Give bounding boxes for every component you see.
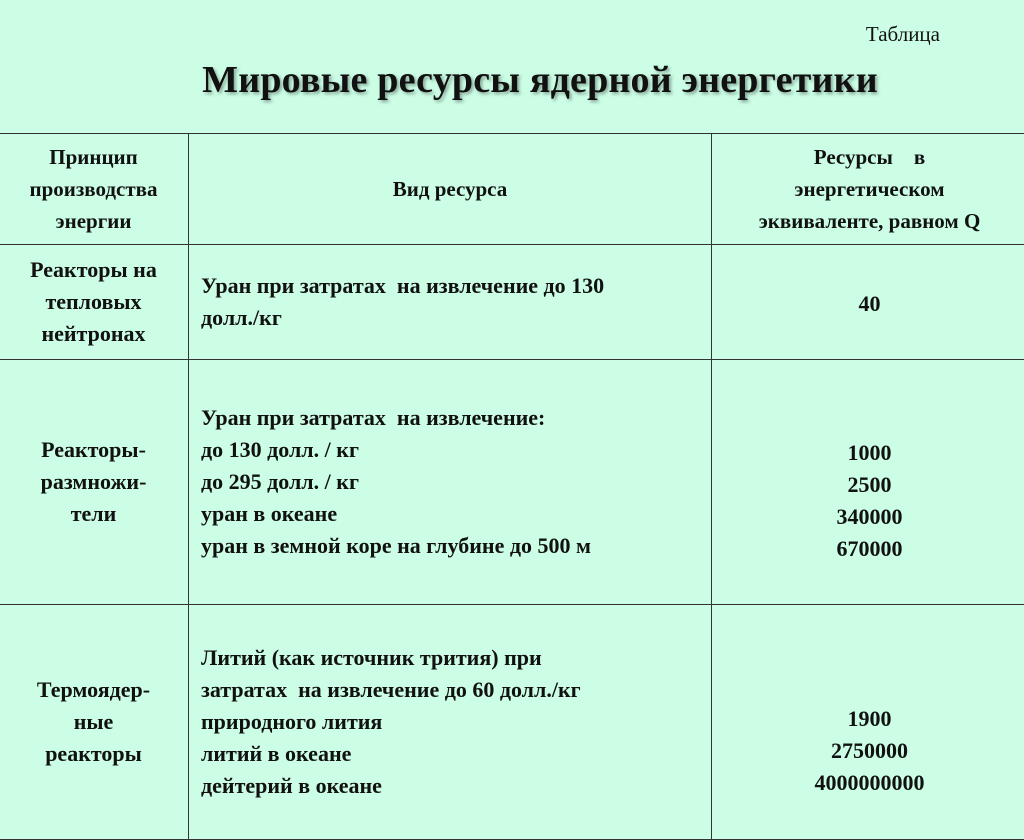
resource-line: Уран при затратах на извлечение до 130: [201, 270, 711, 302]
resource-cell: [189, 605, 712, 840]
resources-table: [0, 133, 1024, 840]
value-line: 2500: [712, 469, 1024, 501]
header-principle-line: энергии: [0, 205, 188, 237]
principle-cell: [0, 360, 189, 605]
table-row: [0, 360, 1024, 605]
principle-line: тели: [0, 498, 188, 530]
principle-line: реакторы: [0, 738, 188, 770]
resource-line: Уран при затратах на извлечение:: [201, 402, 711, 434]
principle-cell: [0, 605, 189, 840]
header-principle-line: производства: [0, 173, 188, 205]
resource-line: Литий (как источник трития) при: [201, 642, 711, 674]
value-cell: [712, 360, 1024, 605]
header-resource-type: [189, 134, 712, 245]
resource-line: долл./кг: [201, 302, 711, 334]
value-line: 2750000: [712, 735, 1024, 767]
resource-line: уран в земной коре на глубине до 500 м: [201, 530, 711, 562]
value-line: 1900: [712, 703, 1024, 735]
value-line: 1000: [712, 437, 1024, 469]
principle-line: Реакторы на: [0, 254, 188, 286]
header-resources-line: эквиваленте, равном Q: [712, 205, 1024, 237]
header-resources-line: энергетическом: [712, 173, 1024, 205]
value-cell: [712, 605, 1024, 840]
table-caption: Таблица: [866, 22, 940, 47]
value-line: 40: [712, 288, 1024, 320]
header-resources-line: Ресурсы в: [712, 141, 1024, 173]
resource-line: дейтерий в океане: [201, 770, 711, 802]
resource-cell: [189, 360, 712, 605]
value-line: 4000000000: [712, 767, 1024, 799]
resource-line: литий в океане: [201, 738, 711, 770]
table-header-row: [0, 134, 1024, 245]
principle-cell: [0, 245, 189, 360]
resource-cell: [189, 245, 712, 360]
resource-line: природного лития: [201, 706, 711, 738]
principle-line: тепловых: [0, 286, 188, 318]
resource-line: затратах на извлечение до 60 долл./кг: [201, 674, 711, 706]
page-title: Мировые ресурсы ядерной энергетики: [0, 58, 1024, 102]
resource-line: уран в океане: [201, 498, 711, 530]
header-resource-line: Вид ресурса: [189, 173, 711, 205]
resource-line: до 130 долл. / кг: [201, 434, 711, 466]
header-principle: [0, 134, 189, 245]
table-row: [0, 605, 1024, 840]
principle-line: размножи-: [0, 466, 188, 498]
header-principle-line: Принцип: [0, 141, 188, 173]
principle-line: Реакторы-: [0, 434, 188, 466]
principle-line: ные: [0, 706, 188, 738]
value-cell: [712, 245, 1024, 360]
principle-line: Термоядер-: [0, 674, 188, 706]
table-row: [0, 245, 1024, 360]
value-line: 340000: [712, 501, 1024, 533]
principle-line: нейтронах: [0, 318, 188, 350]
value-line: 670000: [712, 533, 1024, 565]
header-resources: [712, 134, 1024, 245]
resource-line: до 295 долл. / кг: [201, 466, 711, 498]
